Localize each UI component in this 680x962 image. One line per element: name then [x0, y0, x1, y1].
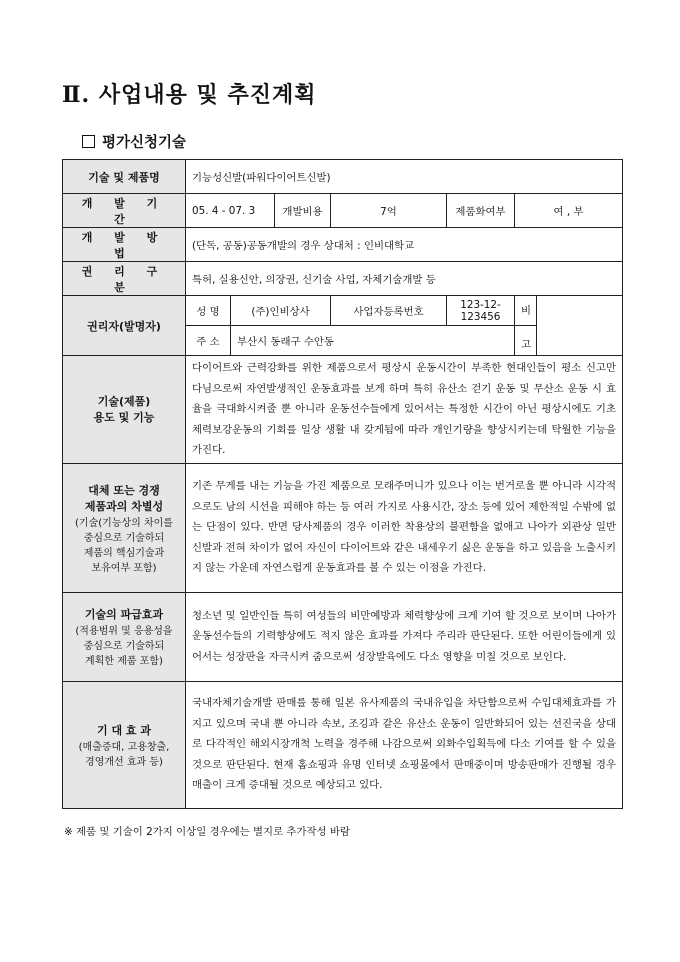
- diff-label-line: 대체 또는 경쟁: [88, 483, 160, 497]
- expected-label-line: 기 대 효 과: [97, 723, 151, 737]
- ripple-text: 청소년 및 일반인들 특히 여성들의 비만예방과 체력향상에 크게 기여 할 것으로 보이며 나아가 운동선수들의 기력향상에도 적지 않은 효과를 가져다 주리라 판단된다. 또한 어린이들에게 있어서는 성장판을 자극시켜 줌으로써 성장발육에도 다소 영향을 미칠 것으로 보인다.: [186, 592, 623, 681]
- table-row: [63, 160, 623, 194]
- differentiation-text: 기존 무게를 내는 기능을 가진 제품으로 모래주머니가 있으나 이는 번거로울 뿐 아니라 시각적으로도 남의 시선을 피해야 하는 등 여러 가지로 사용시간, 장소 등에 있어 제한적일 수밖에 없는 단점이 있다. 반면 당사제품의 경우 이러한 착용상의 불편함을 없애고 나아가 외관상 일반신발과 전혀 차이가 없어 자신이 다이어트와 같은 내세우기 싫은 운동을 하고 있음을 노출시키지 않는 가운데 자연스럽게 운동효과를 볼 수 있는 이점을 가진다.: [186, 463, 623, 592]
- biz-reg-label: 사업자등록번호: [331, 296, 447, 326]
- address-value: 부산시 동래구 수안동: [231, 326, 515, 356]
- diff-label-line: 제품과의 차별성: [84, 499, 164, 513]
- ripple-label-line: (적용범위 및 응용성을: [75, 626, 173, 637]
- note-label-top: 비: [515, 296, 537, 326]
- expected-label-line: 경영개선 효과 등): [85, 756, 163, 768]
- tech-name-value: 기능성신발(파워다이어트신발): [186, 160, 623, 194]
- table-row: [63, 194, 623, 228]
- diff-label-line: 보유여부 포함): [91, 562, 157, 574]
- table-row: [63, 296, 623, 326]
- subsection-title-text: 평가신청기술: [102, 134, 187, 151]
- ripple-label-line: 기술의 파급효과: [84, 608, 164, 621]
- section-title: Ⅱ. 사업내용 및 추진계획: [62, 82, 317, 108]
- name-label: 성 명: [186, 296, 231, 326]
- table-row: [63, 356, 623, 464]
- subsection-title: [82, 131, 186, 152]
- rights-type-value: 특허, 실용신안, 의장권, 신기술 사업, 자체기술개발 등: [186, 262, 623, 296]
- ripple-label-line: 계획한 제품 포함): [85, 656, 163, 667]
- table-row: [63, 228, 623, 262]
- differentiation-label: [63, 463, 186, 592]
- dev-period-label: 개 발 기 간: [63, 194, 186, 228]
- table-row: [63, 592, 623, 681]
- diff-label-line: (기술(기능상의 차이를: [75, 517, 173, 529]
- productization-label: 제품화여부: [447, 194, 515, 228]
- dev-method-label: 개 발 방 법: [63, 228, 186, 262]
- usage-label-line: 기술(제품): [97, 395, 151, 409]
- checkbox-icon: [82, 135, 95, 148]
- table-row: [63, 262, 623, 296]
- expected-label: [63, 681, 186, 808]
- usage-text: 다이어트와 근력강화를 위한 제품으로서 평상시 운동시간이 부족한 현대인들이 평소 신고만 다님으로써 자연발생적인 운동효과를 보게 하며 특히 유산소 걷기 운동 및 무산소 운동 시 효율을 극대화시켜줄 뿐 아니라 운동선수들에게 있어서는 특정한 시간이 아닌 평상시에도 기초체력보강운동의 기회를 일상 생활 내 갖게됨에 따라 개인기량을 향상시키는데 탁월한 기능을 가진다.: [186, 356, 623, 464]
- note-label-bottom: 고: [515, 326, 537, 356]
- dev-cost-label: 개발비용: [275, 194, 331, 228]
- dev-cost-value: 7억: [331, 194, 447, 228]
- rights-holder-label: 권리자(발명자): [63, 296, 186, 356]
- tech-name-label: 기술 및 제품명: [63, 160, 186, 194]
- usage-label: [63, 356, 186, 464]
- dev-period-value: 05. 4 - 07. 3: [186, 194, 275, 228]
- diff-label-line: 중심으로 기술하되: [83, 532, 165, 544]
- biz-reg-value: 123-12-123456: [447, 296, 515, 326]
- address-label: 주 소: [186, 326, 231, 356]
- expected-label-line: (매출증대, 고용창출,: [78, 741, 170, 753]
- tech-evaluation-table: [62, 159, 623, 809]
- note-value: [537, 296, 623, 356]
- expected-text: 국내자체기술개발 판매를 통해 일본 유사제품의 국내유입을 차단함으로써 수입대체효과를 가지고 있으며 국내 뿐 아니라 속보, 조깅과 같은 유산소 운동이 일반화되어 있는 선진국을 상대로 다각적인 해외시장개척 노력을 경주해 나감으로써 외화수입획득에 다소 기여를 할 수 있을 것으로 판단된다. 현재 홈쇼핑과 유명 인터넷 쇼핑몰에서 판매중이며 방송판매가 진행될 경우 매출이 크게 증대될 것으로 예상되고 있다.: [186, 681, 623, 808]
- usage-label-line: 용도 및 기능: [93, 411, 155, 425]
- rights-type-label: 권 리 구 분: [63, 262, 186, 296]
- name-value: (주)인비상사: [231, 296, 331, 326]
- footnote: ※ 제품 및 기술이 2가지 이상일 경우에는 별지로 추가작성 바람: [64, 826, 350, 838]
- diff-label-line: 제품의 핵심기술과: [83, 547, 165, 559]
- table-row: [63, 463, 623, 592]
- table-row: [63, 681, 623, 808]
- ripple-label: [63, 592, 186, 681]
- dev-method-value: (단독, 공동)공동개발의 경우 상대처 : 인비대학교: [186, 228, 623, 262]
- productization-value: 여 , 부: [515, 194, 623, 228]
- ripple-label-line: 중심으로 기술하되: [83, 641, 165, 652]
